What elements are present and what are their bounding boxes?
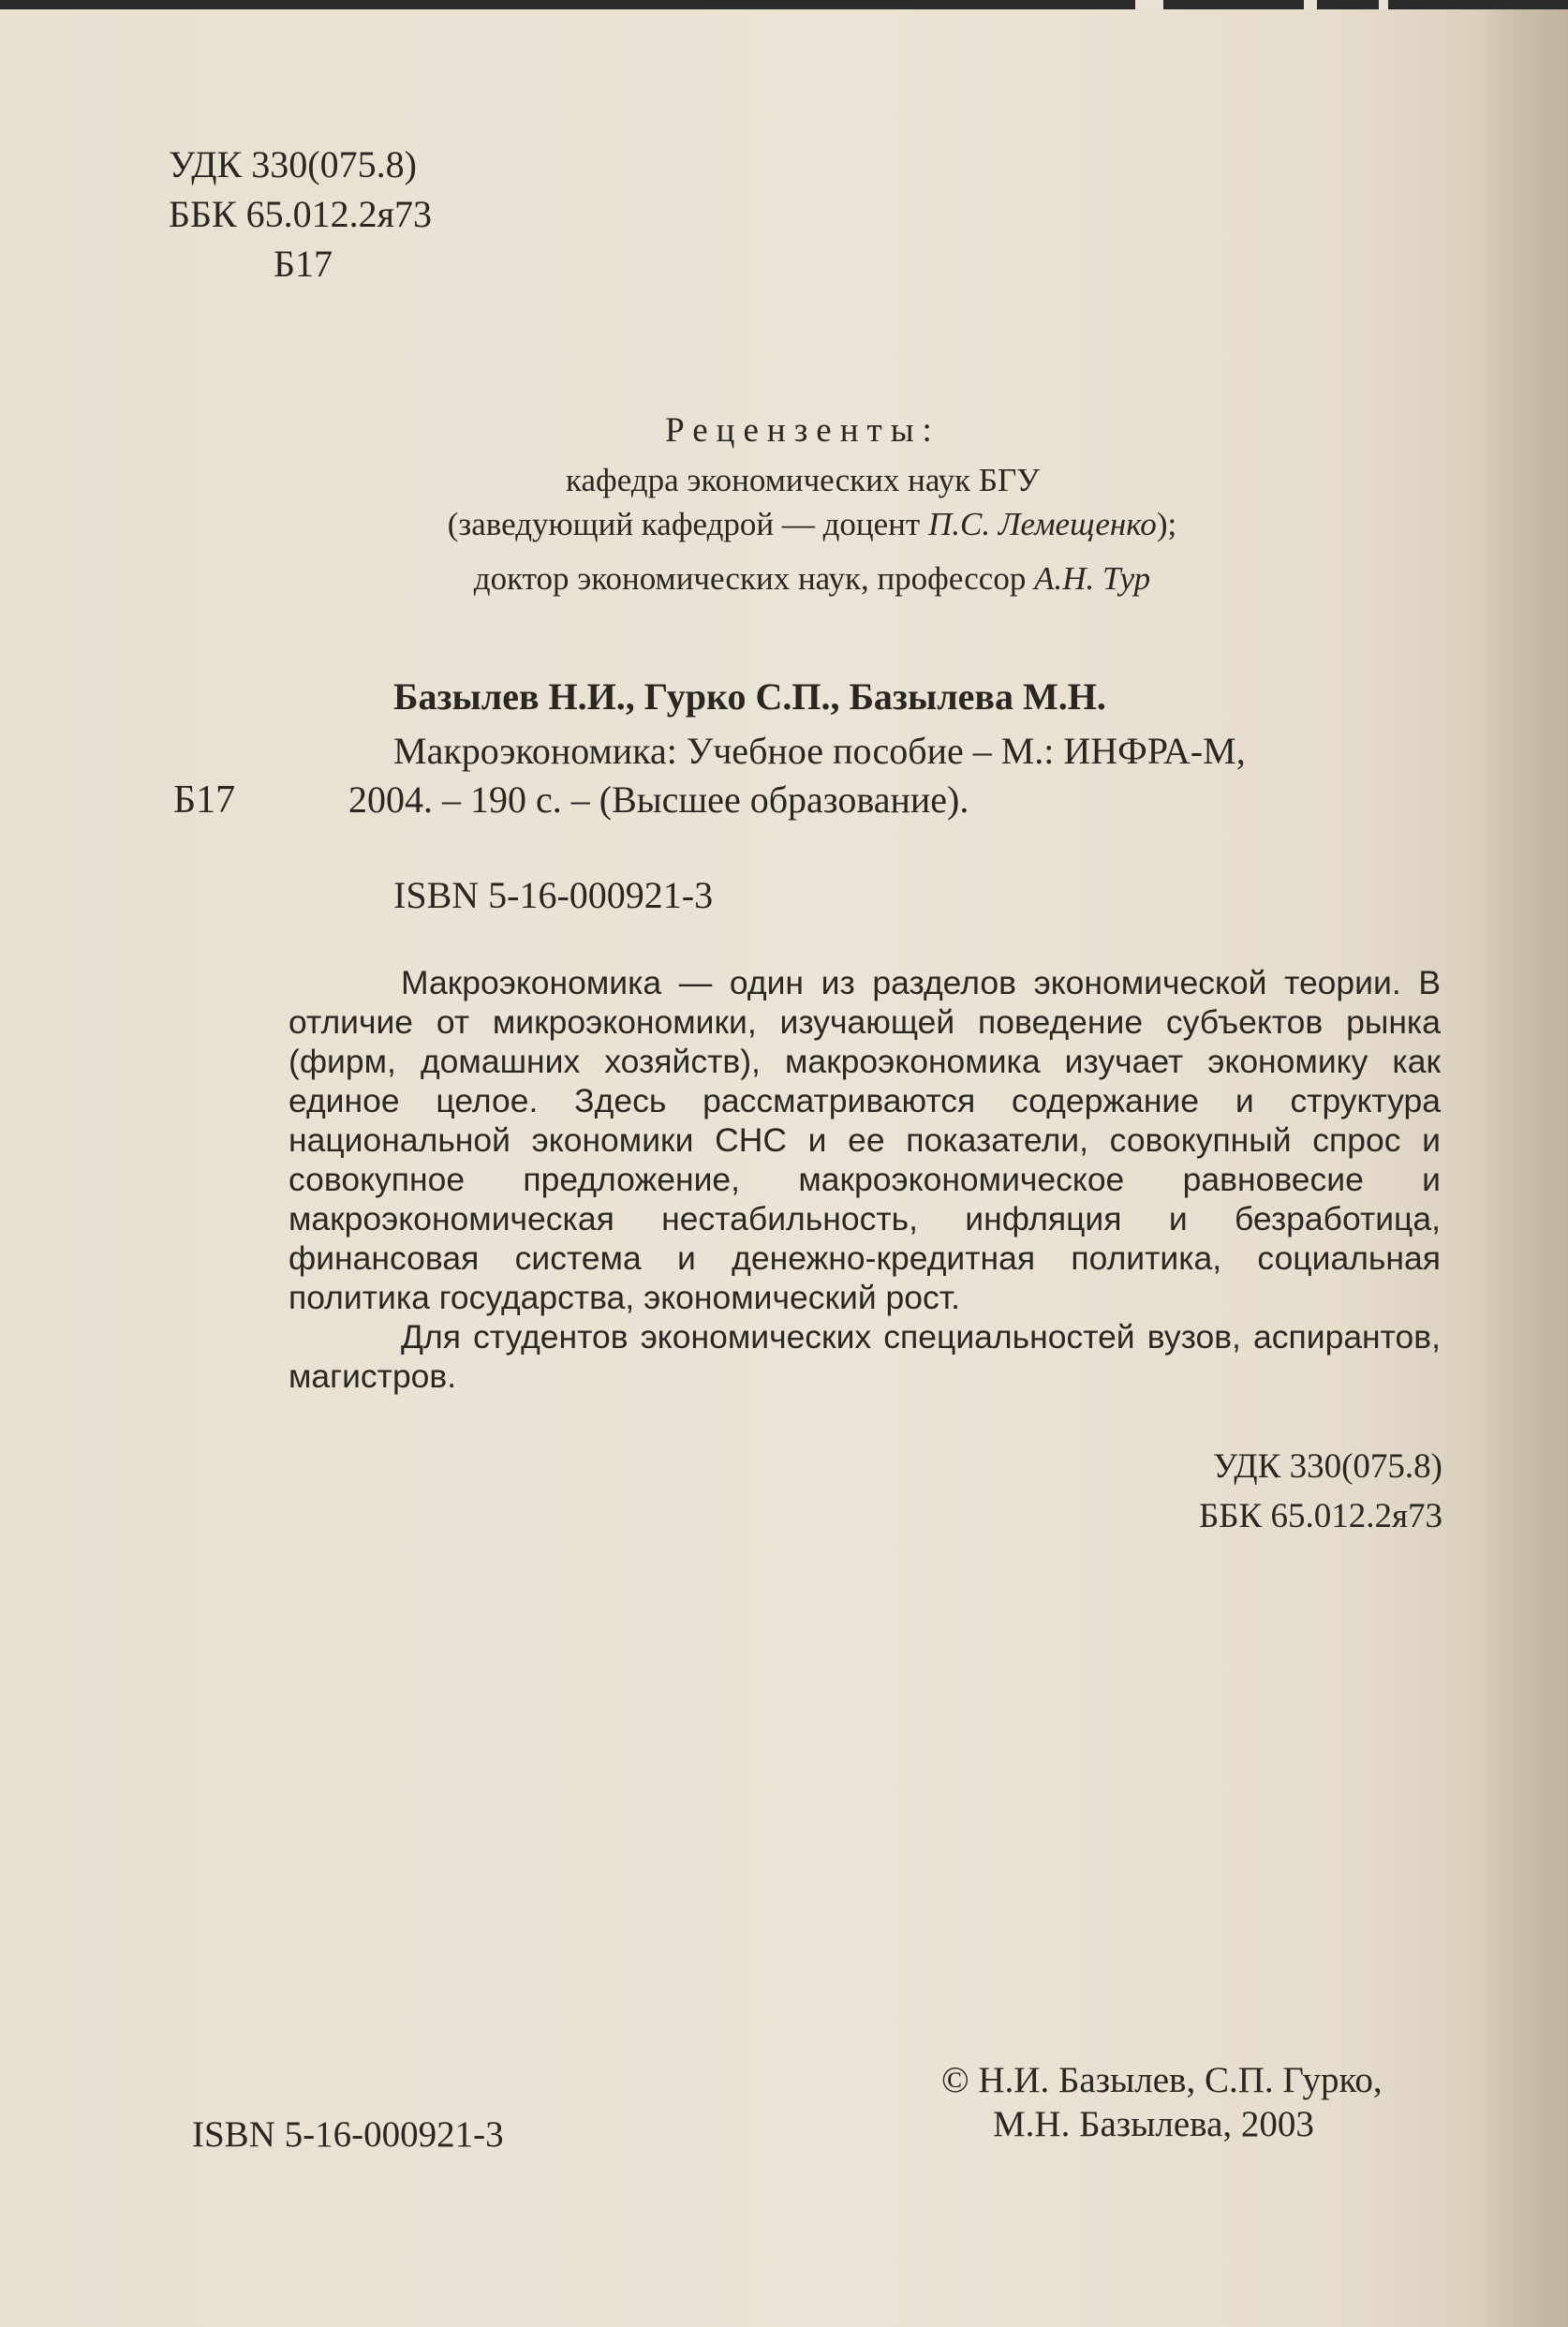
reviewer-department: кафедра экономических наук БГУ bbox=[566, 462, 1040, 498]
top-edge-gap bbox=[1304, 0, 1317, 9]
udk-code-top: УДК 330(075.8) bbox=[169, 143, 417, 185]
reviewer-head bbox=[0, 506, 1568, 543]
reviewer-professor-name: А.Н. Тур bbox=[1034, 560, 1151, 597]
bbk-code-bottom: ББК 65.012.2я73 bbox=[1199, 1497, 1442, 1535]
author-code-mid: Б17 bbox=[173, 778, 236, 822]
book-abstract bbox=[288, 963, 1441, 1396]
abstract-paragraph-1: Макроэкономика — один из разделов экономической теории. В отличие от микроэкономики, изучающей поведение субъектов рынка (фирм, домашних хозяйств), макроэкономика изучает экономику как единое целое. Здесь рассматриваются содержание и структура национальной экономики СНС и ее показатели, совокупный спрос и совокупное предложение, макроэкономическое равновесие и макроэкономическая нестабильность, инфляция и безработица, финансовая система и денежно-кредитная политика, социальная политика государства, экономический рост. bbox=[288, 964, 1441, 1316]
abstract-paragraph-2: Для студентов экономических специальностей вузов, аспирантов, магистров. bbox=[288, 1318, 1441, 1395]
reviewer-head-suffix: ); bbox=[1156, 506, 1177, 542]
reviewer-head-name: П.С. Лемещенко bbox=[927, 506, 1157, 542]
top-edge-gap bbox=[1135, 0, 1163, 9]
reviewer-head-prefix: (заведующий кафедрой — доцент bbox=[447, 506, 928, 542]
page-top-edge bbox=[0, 0, 1568, 9]
copyright-line-2: М.Н. Базылева, 2003 bbox=[993, 2104, 1314, 2144]
reviewers-heading: Рецензенты: bbox=[665, 411, 940, 450]
top-edge-gap bbox=[1379, 0, 1388, 9]
reviewer-professor bbox=[0, 560, 1568, 598]
bibliographic-line-1: Макроэкономика: Учебное пособие – М.: ИНФРА-М, bbox=[393, 730, 1246, 772]
isbn-footer: ISBN 5-16-000921-3 bbox=[192, 2114, 504, 2155]
bibliographic-line-2: 2004. – 190 с. – (Высшее образование). bbox=[348, 778, 969, 821]
author-code-top: Б17 bbox=[274, 243, 333, 285]
isbn-main: ISBN 5-16-000921-3 bbox=[393, 874, 714, 916]
udk-code-bottom: УДК 330(075.8) bbox=[1212, 1447, 1442, 1486]
book-authors: Базылев Н.И., Гурко С.П., Базылева М.Н. bbox=[393, 675, 1106, 718]
copyright-line-1: © Н.И. Базылев, С.П. Гурко, bbox=[941, 2060, 1383, 2100]
reviewer-professor-prefix: доктор экономических наук, профессор bbox=[473, 560, 1035, 597]
bbk-code-top: ББК 65.012.2я73 bbox=[169, 193, 433, 235]
page-fold-shadow bbox=[1480, 9, 1568, 2327]
